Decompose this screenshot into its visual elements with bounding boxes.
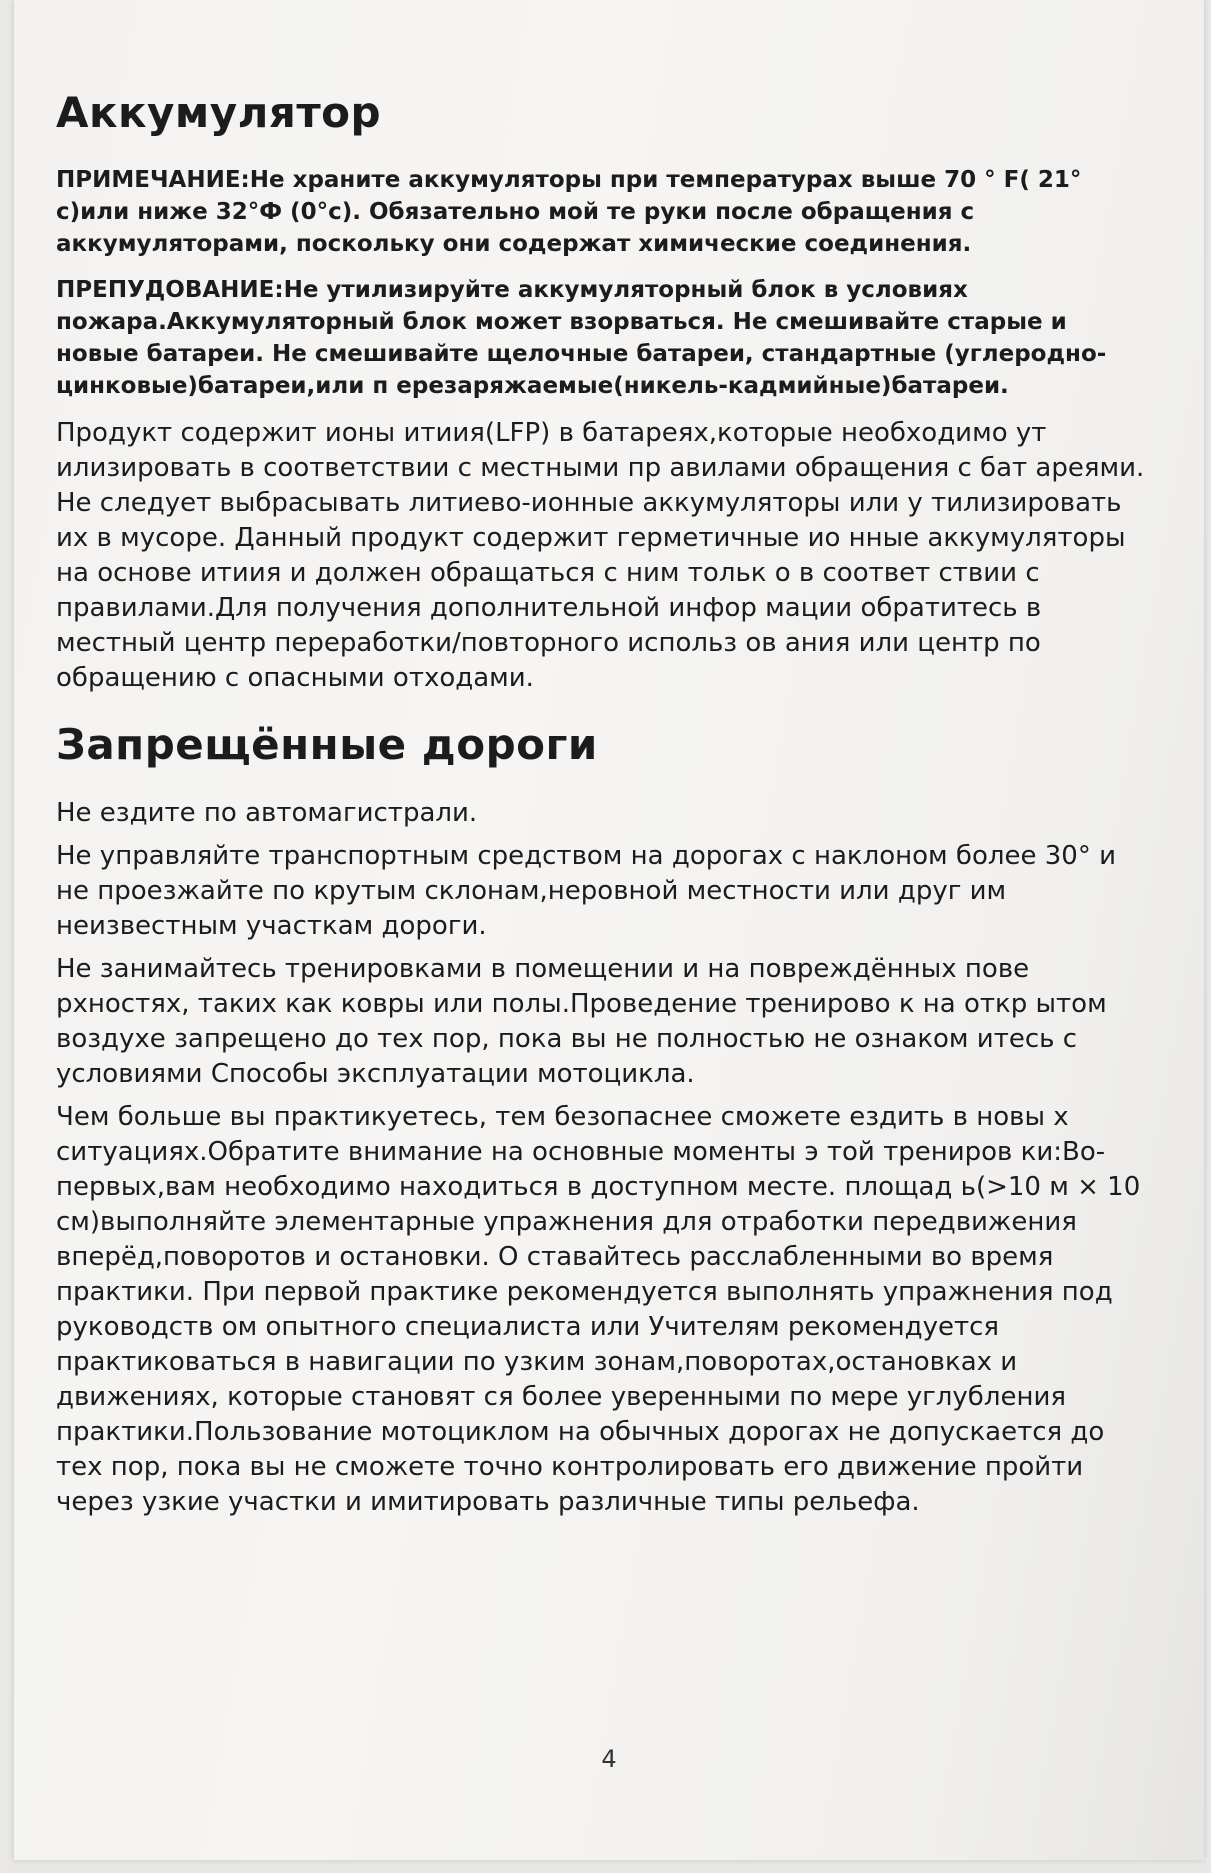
page-content	[56, 90, 1151, 1528]
forbidden-roads-paragraph-2: Не управляйте транспортным средством на дорогах с наклоном более 30° и не проезжайте по крутым склонам,неровной местности или друг им неизвестным участкам дороги.	[56, 841, 1116, 942]
forbidden-roads-paragraph-4: Чем больше вы практикуетесь, тем безопаснее сможете ездить в новы х ситуациях.Обратите внимание на основные моменты э той трениров ки:Во-первых,вам необходимо находиться в доступном месте. площад ь(>10 м × 10 см)выполняйте элементарные упражнения для отработки передвижения вперёд,поворотов и остановки. О ставайтесь расслабленными во время практики. При первой практике рекомендуется выполнять упражнения под руководств ом опытного специалиста или Учителям рекомендуется практиковаться в навигации по узким зонам,поворотах,остановках и движениях, которые становят ся более уверенными по мере углубления практики.Пользование мотоциклом на обычных дорогах не допускается до тех пор, пока вы не сможете точно контролировать его движение пройти через узкие участки и имитировать различные типы рельефа.	[56, 1102, 1141, 1518]
forbidden-roads-heading: Запрещённые дороги	[56, 720, 598, 770]
manual-page	[14, 0, 1204, 1860]
forbidden-roads-paragraph-3: Не занимайтесь тренировками в помещении и на повреждённых пове рхностях, таких как ковры или полы.Проведение тренирово к на откр ытом воздухе запрещено до тех пор, пока вы не полностью не ознаком итесь с условиями Способы эксплуатации мотоцикла.	[56, 954, 1107, 1090]
battery-note: ПРИМЕЧАНИЕ:Не храните аккумуляторы при температурах выше 70 ° F( 21° c)или ниже 32°Ф (0°c). Обязательно мой те руки после обращения с аккумуляторами, поскольку они содержат химические соединения.	[56, 167, 1082, 258]
battery-warning: ПРЕПУДОВАНИЕ:Не утилизируйте аккумуляторный блок в условиях пожара.Аккумуляторный блок может взорваться. Не смешивайте старые и новые батареи. Не смешивайте щелочные батареи, стандартные (углеродно-цинковые)батареи,или п ерезаряжаемые(никель-кадмийные)батареи.	[56, 277, 1107, 400]
page-number: 4	[601, 1745, 617, 1773]
battery-heading: Аккумулятор	[56, 88, 382, 137]
forbidden-roads-paragraph-1: Не ездите по автомагистрали.	[56, 798, 478, 829]
battery-disposal-paragraph: Продукт содержит ионы итиия(LFP) в батареях,которые необходимо ут илизировать в соответствии с местными пр авилами обращения с бат ареями. Не следует выбрасывать литиево-ионные аккумуляторы или у тилизировать их в мусоре. Данный продукт содержит герметичные ио нные аккумуляторы на основе итиия и должен обращаться с ним тольк о в соответ ствии с правилами.Для получения дополнительной инфор мации обратитесь в местный центр переработки/повторного использ ов ания или центр по обращению с опасными отходами.	[56, 418, 1145, 694]
